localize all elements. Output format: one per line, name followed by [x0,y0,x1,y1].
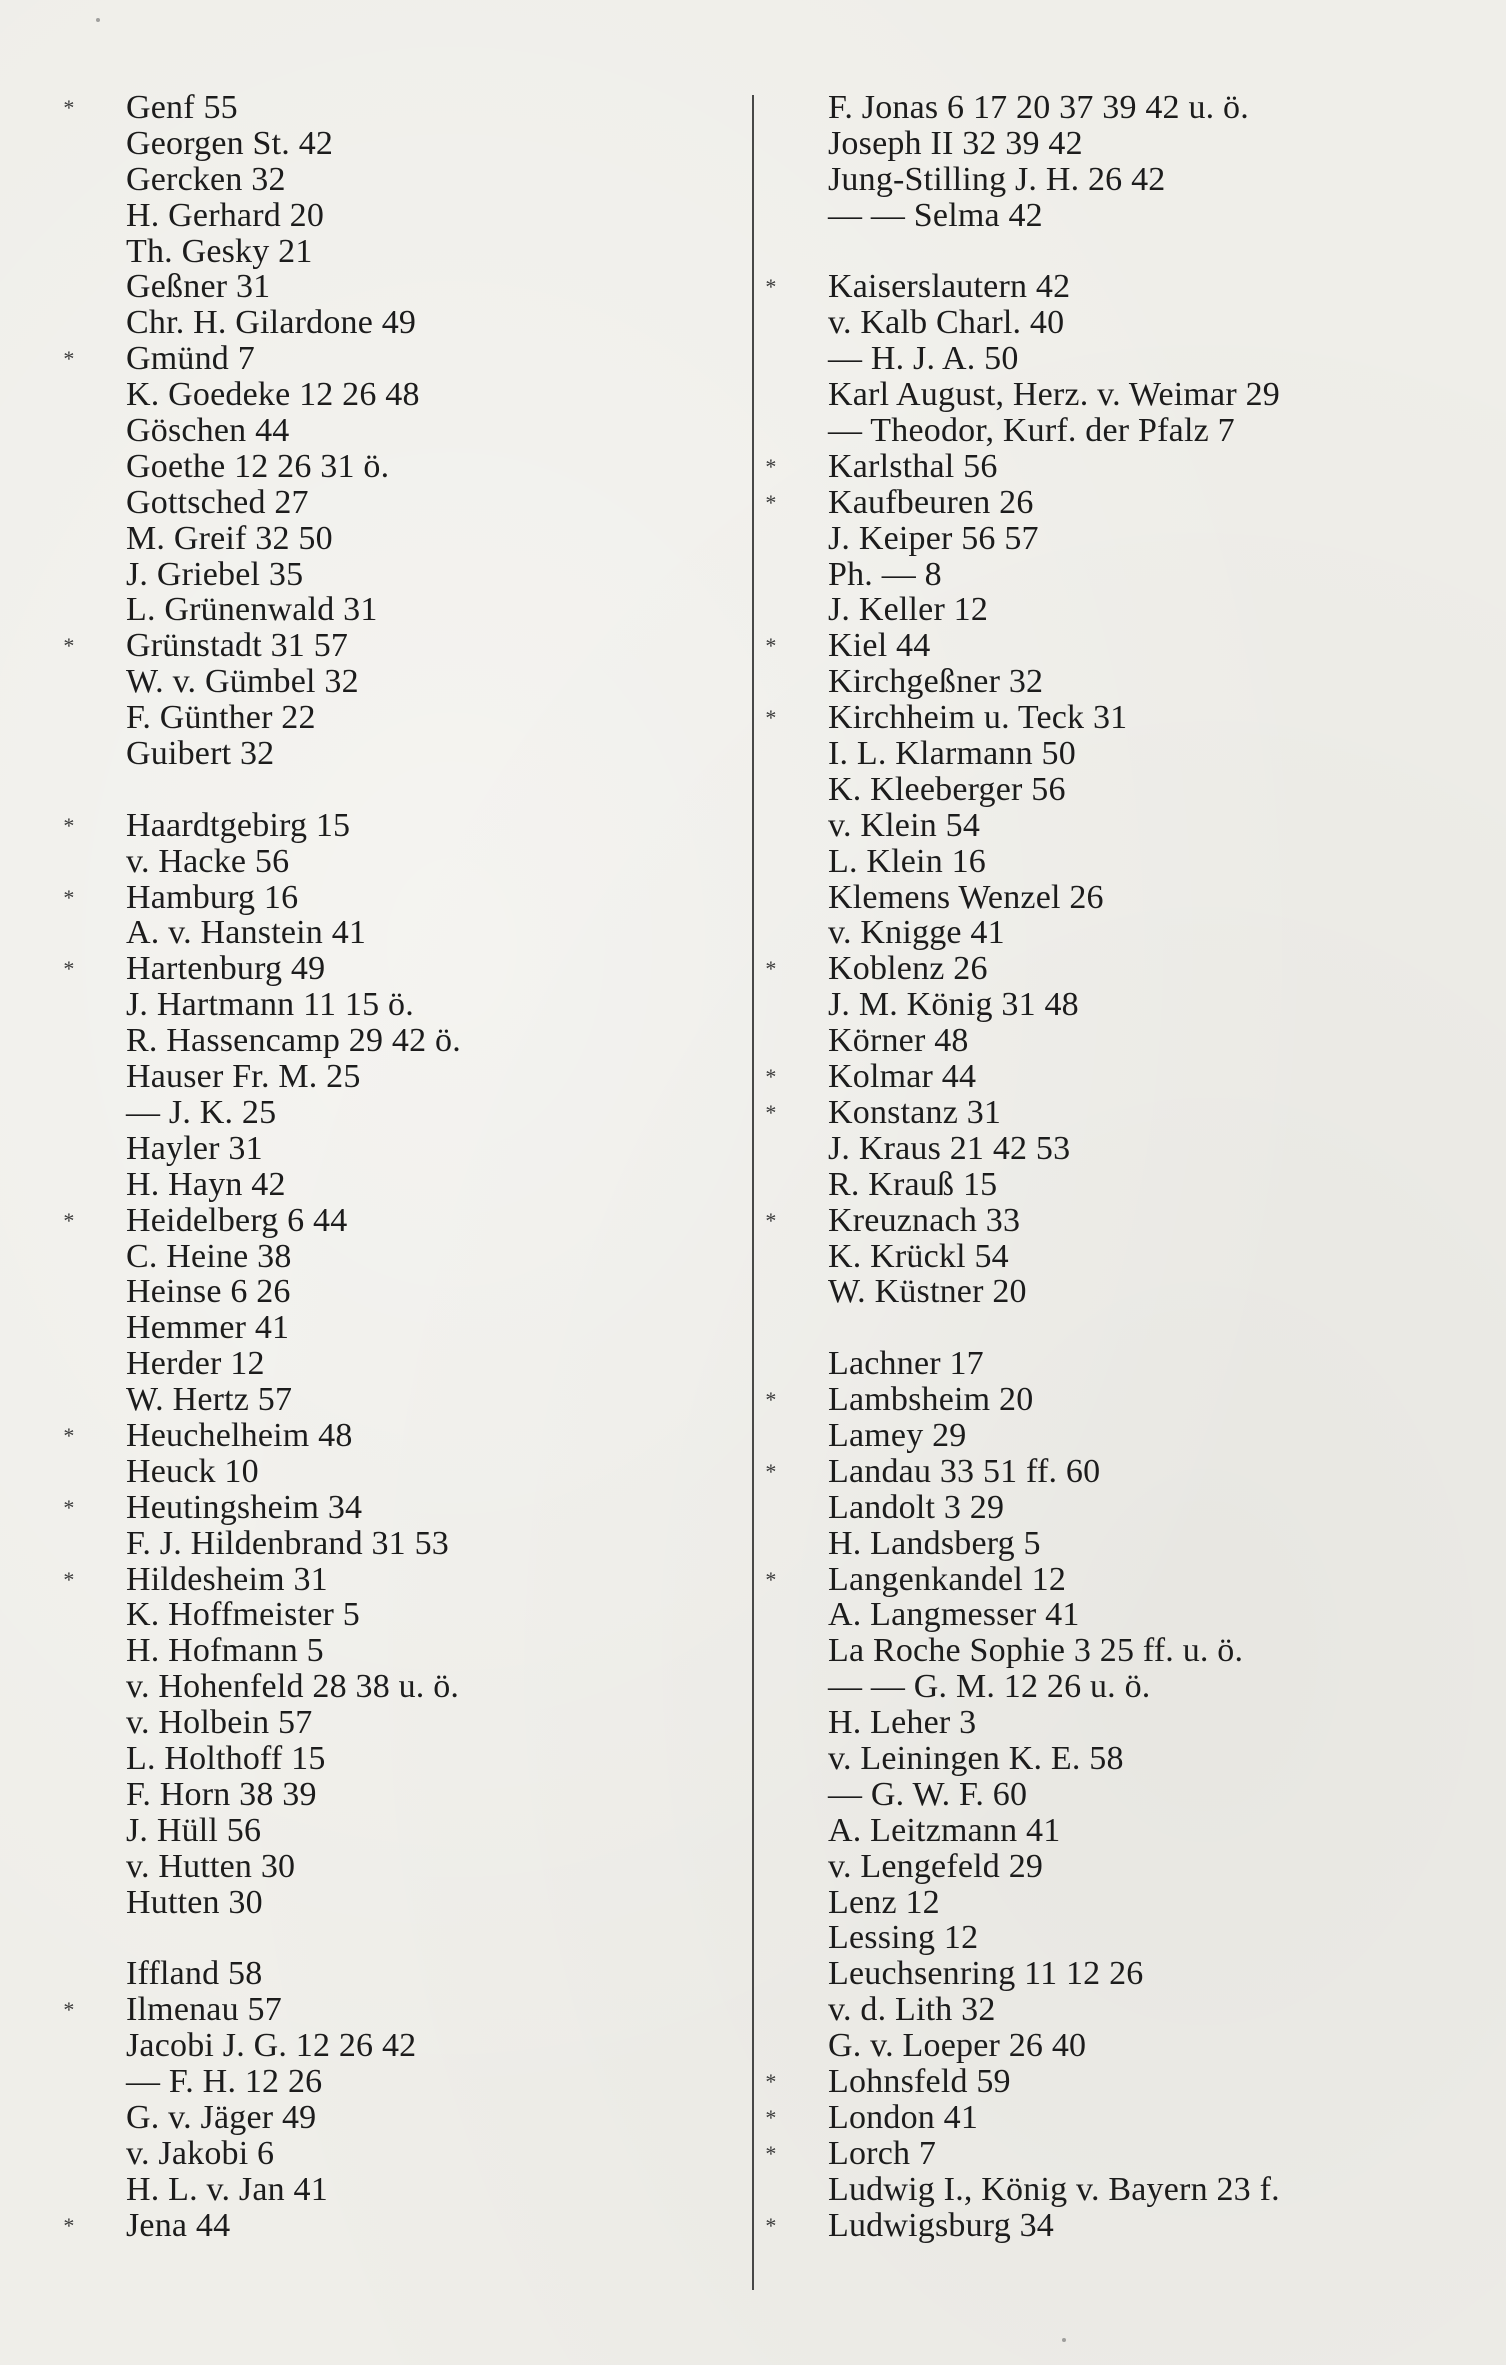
print-speck [96,18,100,22]
index-entry [790,1346,1480,1382]
index-entry [790,305,1480,341]
entry-text: J. Griebel 35 [126,555,304,593]
place-marker-asterisk: * [63,812,75,838]
entry-text: Kirchheim u. Teck 31 [828,699,1128,737]
index-entry [88,2028,728,2064]
entry-text: R. Krauß 15 [828,1165,998,1203]
entry-text: J. Hartmann 11 15 ö. [126,986,414,1024]
entry-text: Haardtgebirg 15 [126,806,351,844]
entry-text: Jena 44 [126,2206,231,2244]
index-entry [765,1093,1480,1131]
entry-text: H. Hofmann 5 [126,1632,324,1670]
entry-text: Lachner 17 [828,1345,984,1383]
index-entry [790,90,1480,126]
left-index-column [63,89,728,2244]
index-entry [88,2100,728,2136]
place-marker-asterisk: * [765,2140,777,2166]
place-marker-asterisk: * [63,1422,75,1448]
place-marker-asterisk: * [63,1566,75,1592]
index-entry [765,1560,1480,1598]
entry-text: v. Lengefeld 29 [828,1847,1044,1885]
entry-text: Göschen 44 [126,412,290,450]
entry-text: Landolt 3 29 [828,1488,1005,1526]
entry-text: Goethe 12 26 31 ö. [126,447,390,485]
index-entry [790,1274,1480,1310]
index-entry [88,1239,728,1275]
entry-text: Chr. H. Gilardone 49 [126,304,417,342]
print-speck [1062,2338,1066,2342]
index-entry [790,1490,1480,1526]
index-entry [88,1059,728,1095]
index-entry [88,1095,728,1131]
index-entry [790,736,1480,772]
index-entry [790,880,1480,916]
entry-text: Koblenz 26 [828,950,988,988]
index-entry [63,1488,728,1526]
entry-text: A. Leitzmann 41 [828,1811,1061,1849]
index-entry [88,592,728,628]
place-marker-asterisk: * [765,1207,777,1233]
entry-text: Hildesheim 31 [126,1560,328,1598]
index-entry [790,1849,1480,1885]
index-entry [765,627,1480,665]
entry-text: Hauser Fr. M. 25 [126,1058,361,1096]
entry-text: Heidelberg 6 44 [126,1201,348,1239]
index-entry [88,449,728,485]
index-entry [790,1526,1480,1562]
index-entry [63,806,728,844]
entry-text: J. Kraus 21 42 53 [828,1129,1071,1167]
index-entry [88,521,728,557]
index-entry [88,2172,728,2208]
index-entry [88,1382,728,1418]
entry-text: Ludwig I., König v. Bayern 23 f. [828,2170,1280,2208]
index-entry [765,2098,1480,2136]
entry-text: Hartenburg 49 [126,950,326,988]
index-entry [765,2062,1480,2100]
index-entry [790,1669,1480,1705]
place-marker-asterisk: * [765,1064,777,1090]
index-entry [765,699,1480,737]
index-entry [88,736,728,772]
index-entry [790,1239,1480,1275]
entry-text: La Roche Sophie 3 25 ff. u. ö. [828,1632,1244,1670]
index-entry [790,844,1480,880]
entry-text: Kreuznach 33 [828,1201,1021,1239]
index-entry [790,198,1480,234]
entry-text: F. J. Hildenbrand 31 53 [126,1524,449,1562]
entry-text: G. v. Loeper 26 40 [828,2027,1087,2065]
entry-text: — — G. M. 12 26 u. ö. [828,1668,1151,1706]
place-marker-asterisk: * [63,956,75,982]
entry-text: J. Hüll 56 [126,1811,262,1849]
place-marker-asterisk: * [63,884,75,910]
entry-text: Kiel 44 [828,627,931,665]
entry-text: A. Langmesser 41 [828,1596,1080,1634]
index-entry [88,700,728,736]
index-entry [790,2172,1480,2208]
place-marker-asterisk: * [765,2212,777,2238]
entry-text: H. L. v. Jan 41 [126,2170,328,2208]
index-entry [790,521,1480,557]
index-entry [790,1597,1480,1633]
entry-text: Jung-Stilling J. H. 26 42 [828,160,1166,198]
entry-text: Lambsheim 20 [828,1381,1034,1419]
index-entry [63,1560,728,1598]
index-entry [88,377,728,413]
index-entry [790,915,1480,951]
index-entry [63,340,728,378]
index-entry [88,1597,728,1633]
index-entry [88,1310,728,1346]
index-entry [88,987,728,1023]
place-marker-asterisk: * [63,2212,75,2238]
entry-text: Lohnsfeld 59 [828,2062,1011,2100]
index-entry [63,89,728,126]
index-entry [63,2206,728,2244]
index-entry [790,1167,1480,1203]
entry-text: R. Hassencamp 29 42 ö. [126,1022,461,1060]
index-entry [88,2064,728,2100]
entry-text: L. Klein 16 [828,842,987,880]
index-entry [88,1777,728,1813]
place-marker-asterisk: * [63,1997,75,2023]
place-marker-asterisk: * [765,274,777,300]
index-entry [88,1346,728,1382]
entry-text: Kaufbeuren 26 [828,483,1034,521]
index-entry [88,1526,728,1562]
entry-text: Gottsched 27 [126,483,309,521]
entry-text: L. Grünenwald 31 [126,591,378,629]
place-marker-asterisk: * [63,346,75,372]
index-entry [88,1023,728,1059]
entry-text: Lamey 29 [828,1416,967,1454]
index-entry [88,557,728,593]
place-marker-asterisk: * [63,1207,75,1233]
place-marker-asterisk: * [765,633,777,659]
index-entry [88,1274,728,1310]
index-entry [63,627,728,665]
entry-text: — H. J. A. 50 [828,340,1019,378]
entry-text: A. v. Hanstein 41 [126,914,367,952]
place-marker-asterisk: * [765,1099,777,1125]
index-entry [765,447,1480,485]
index-entry [790,987,1480,1023]
entry-text: Leuchsenring 11 12 26 [828,1955,1144,1993]
entry-text: v. d. Lith 32 [828,1991,996,2029]
entry-text: Th. Gesky 21 [126,232,313,270]
index-entry [88,198,728,234]
entry-text: Ilmenau 57 [126,1991,282,2029]
place-marker-asterisk: * [765,489,777,515]
entry-text: H. Gerhard 20 [126,196,325,234]
index-entry [790,413,1480,449]
entry-text: Kolmar 44 [828,1058,977,1096]
index-entry [765,2134,1480,2172]
place-marker-asterisk: * [765,1458,777,1484]
entry-text: H. Hayn 42 [126,1165,286,1203]
entry-text: W. Hertz 57 [126,1381,293,1419]
entry-text: v. Klein 54 [828,806,981,844]
entry-text: v. Hutten 30 [126,1847,296,1885]
entry-text: F. Horn 38 39 [126,1775,317,1813]
entry-text: I. L. Klarmann 50 [828,735,1076,773]
index-entry [790,1633,1480,1669]
entry-text: Geßner 31 [126,268,271,306]
entry-text: J. Keiper 56 57 [828,519,1039,557]
entry-text: v. Leiningen K. E. 58 [828,1739,1124,1777]
index-entry [88,1885,728,1921]
index-entry [88,413,728,449]
index-entry [765,483,1480,521]
index-entry [790,664,1480,700]
entry-text: Georgen St. 42 [126,124,334,162]
right-index-column [765,89,1480,2244]
entry-text: v. Jakobi 6 [126,2134,275,2172]
index-entry [88,664,728,700]
entry-text: Heuchelheim 48 [126,1416,353,1454]
entry-text: v. Kalb Charl. 40 [828,304,1065,342]
index-entry [790,808,1480,844]
entry-text: v. Knigge 41 [828,914,1005,952]
entry-text: L. Holthoff 15 [126,1739,326,1777]
entry-text: v. Hacke 56 [126,842,290,880]
entry-text: London 41 [828,2098,979,2136]
entry-text: Ph. — 8 [828,555,942,593]
place-marker-asterisk: * [63,95,75,120]
entry-text: F. Jonas 6 17 20 37 39 42 u. ö. [828,89,1249,126]
index-entry [88,234,728,270]
index-entry [88,1956,728,1992]
index-entry [88,2136,728,2172]
place-marker-asterisk: * [765,2068,777,2094]
entry-text: C. Heine 38 [126,1237,292,1275]
index-entry [790,126,1480,162]
entry-text: — — Selma 42 [828,196,1043,234]
index-entry [790,1741,1480,1777]
index-entry [790,592,1480,628]
index-entry [765,1201,1480,1239]
entry-text: Grünstadt 31 57 [126,627,349,665]
index-entry [790,1131,1480,1167]
entry-text: Lorch 7 [828,2134,937,2172]
index-entry [790,557,1480,593]
index-entry [88,1813,728,1849]
index-entry [790,1813,1480,1849]
entry-text: Landau 33 51 ff. 60 [828,1452,1101,1490]
place-marker-asterisk: * [765,453,777,479]
index-entry [790,1992,1480,2028]
entry-text: Hayler 31 [126,1129,263,1167]
entry-text: H. Landsberg 5 [828,1524,1041,1562]
index-entry [790,772,1480,808]
entry-text: H. Leher 3 [828,1704,977,1742]
index-entry [88,1741,728,1777]
entry-text: Lessing 12 [828,1919,979,1957]
index-entry [765,1381,1480,1419]
index-entry [790,1885,1480,1921]
entry-text: v. Hohenfeld 28 38 u. ö. [126,1668,460,1706]
place-marker-asterisk: * [765,2104,777,2130]
entry-text: Hutten 30 [126,1883,263,1921]
entry-text: — Theodor, Kurf. der Pfalz 7 [828,412,1235,450]
index-entry [63,1991,728,2029]
index-entry [88,915,728,951]
place-marker-asterisk: * [765,956,777,982]
index-entry [790,377,1480,413]
column-divider [752,95,754,2290]
index-entry [790,1920,1480,1956]
entry-text: G. v. Jäger 49 [126,2098,317,2136]
index-entry [88,269,728,305]
index-entry [63,878,728,916]
entry-text: Kaiserslautern 42 [828,268,1071,306]
index-entry [88,1167,728,1203]
entry-text: Klemens Wenzel 26 [828,878,1104,916]
place-marker-asterisk: * [765,705,777,731]
entry-text: K. Kleeberger 56 [828,770,1066,808]
index-entry [88,162,728,198]
entry-text: M. Greif 32 50 [126,519,333,557]
place-marker-asterisk: * [765,1387,777,1413]
index-entry [765,1452,1480,1490]
index-entry [765,2206,1480,2244]
index-entry [790,341,1480,377]
entry-text: Heuck 10 [126,1452,259,1490]
entry-text: Ludwigsburg 34 [828,2206,1055,2244]
entry-text: — J. K. 25 [126,1093,277,1131]
index-entry [88,1705,728,1741]
entry-text: Körner 48 [828,1022,969,1060]
index-entry [88,1131,728,1167]
entry-text: J. Keller 12 [828,591,989,629]
entry-text: Gmünd 7 [126,340,255,378]
index-entry [790,2028,1480,2064]
entry-text: K. Krückl 54 [828,1237,1009,1275]
entry-text: W. Küstner 20 [828,1273,1027,1311]
index-entry [88,1454,728,1490]
entry-text: Gercken 32 [126,160,286,198]
index-entry [88,305,728,341]
index-entry [88,1920,728,1956]
index-entry [88,485,728,521]
index-entry [63,1201,728,1239]
entry-text: W. v. Gümbel 32 [126,663,359,701]
entry-text: Iffland 58 [126,1955,263,1993]
entry-text: Karl August, Herz. v. Weimar 29 [828,376,1280,414]
entry-text: F. Günther 22 [126,699,316,737]
entry-text: Langenkandel 12 [828,1560,1067,1598]
entry-text: Genf 55 [126,89,238,126]
index-entry [63,950,728,988]
entry-text: — F. H. 12 26 [126,2062,323,2100]
index-entry [88,1633,728,1669]
index-entry [63,1416,728,1454]
place-marker-asterisk: * [63,1494,75,1520]
index-entry [790,1418,1480,1454]
entry-text: Joseph II 32 39 42 [828,124,1083,162]
index-entry [765,268,1480,306]
entry-text: Konstanz 31 [828,1093,1002,1131]
entry-text: v. Holbein 57 [126,1704,313,1742]
index-entry [88,772,728,808]
index-entry [790,1310,1480,1346]
index-entry [790,1956,1480,1992]
entry-text: Heutingsheim 34 [126,1488,363,1526]
index-entry [88,844,728,880]
index-entry [88,1849,728,1885]
entry-text: Herder 12 [126,1345,265,1383]
entry-text: Lenz 12 [828,1883,940,1921]
index-entry [765,950,1480,988]
entry-text: Jacobi J. G. 12 26 42 [126,2027,417,2065]
entry-text: Hamburg 16 [126,878,299,916]
entry-text: J. M. König 31 48 [828,986,1079,1024]
entry-text: — G. W. F. 60 [828,1775,1028,1813]
place-marker-asterisk: * [63,633,75,659]
entry-text: Guibert 32 [126,735,275,773]
index-entry [88,1669,728,1705]
index-entry [765,1058,1480,1096]
index-entry [790,1705,1480,1741]
index-entry [790,1777,1480,1813]
entry-text: Kirchgeßner 32 [828,663,1044,701]
entry-text: Heinse 6 26 [126,1273,291,1311]
index-entry [790,162,1480,198]
entry-text: K. Goedeke 12 26 48 [126,376,420,414]
entry-text: K. Hoffmeister 5 [126,1596,360,1634]
place-marker-asterisk: * [765,1566,777,1592]
entry-text: Hemmer 41 [126,1309,290,1347]
entry-text: Karlsthal 56 [828,447,998,485]
index-entry [790,234,1480,270]
index-entry [790,1023,1480,1059]
index-entry [88,126,728,162]
